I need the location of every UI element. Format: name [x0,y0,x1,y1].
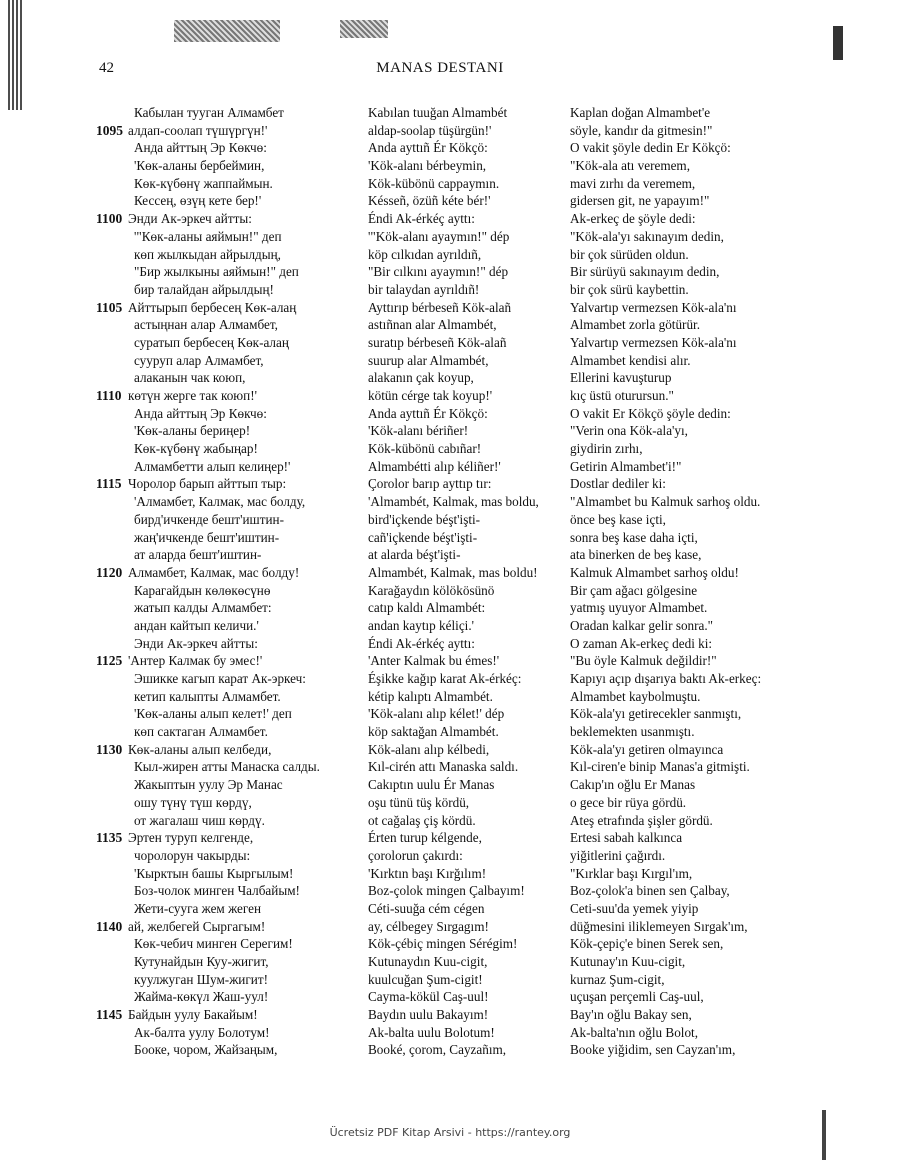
verse-text: Ак-балта уулу Болотум! [134,1024,270,1040]
verse-text: көтүн жерге так коюп!' [128,388,257,403]
kyrgyz-verse-line [96,865,358,883]
turkish-verse-line: Kök-ala'yı getiren olmayınca [570,741,724,757]
kyrgyz-verse-line [96,246,358,264]
kyrgyz-verse-line [96,794,358,812]
turkish-verse-line: Kök-çepiç'e binen Serek sen, [570,936,724,952]
verse-text: Карагайдын көлөкөсүнө [134,582,271,598]
turkish-verse-line: "Bu öyle Kalmuk değildir!" [570,653,717,669]
turkish-verse-line: Dostlar dediler ki: [570,476,666,492]
turkish-verse-line: yiğitlerini çağırdı. [570,847,666,863]
turkish-verse-line: "Kök-ala atı veremem, [570,158,690,174]
verse-text: Жакыптын уулу Эр Манас [134,777,283,793]
verse-number: 1145 [96,1007,123,1023]
turkish-verse-line: Bir sürüyü sakınayım dedin, [570,264,720,280]
kyrgyz-verse-line [96,918,358,936]
latin-verse-line: 'Kırktın başı Kırğılım! [368,865,487,881]
scan-artifact-left [8,0,22,110]
latin-verse-line: ay, célbegey Sırgagım! [368,918,489,934]
latin-verse-line: 'Kök-alanı bérbeymin, [368,158,487,174]
verse-text: алаканын чак коюп, [134,370,246,386]
verse-text: Көк-күбөнү жаппаймын. [134,175,273,191]
verse-text: жаң'ичкенде бешт'иштин- [134,529,280,545]
verse-text: 'Көк-аланы алып келет!' деп [134,706,292,722]
verse-text: Жайма-көкүл Жаш-уул! [134,989,269,1005]
turkish-verse-line: Kutunay'ın Kuu-cigit, [570,954,686,969]
turkish-verse-line: gidersen git, ne yapayım!" [570,193,710,209]
verse-text: Энди Ак-эркеч айтты: [128,211,252,227]
turkish-verse-line: kurnaz Şum-cigit, [570,971,665,987]
kyrgyz-verse-line [96,210,358,228]
verse-text: Кутунайдын Куу-жигит, [134,954,269,969]
verse-text: куулжуган Шум-жигит! [134,971,268,987]
turkish-verse-line: o gece bir rüya gördü. [570,794,687,810]
verse-text: Көк-аланы алып келбеди, [128,741,272,757]
latin-verse-line: astıñnan alar Almambét, [368,317,497,333]
latin-verse-line: Boz-çolok mingen Çalbayım! [368,883,525,899]
turkish-verse-line: Kıl-ciren'e binip Manas'a gitmişti. [570,759,750,775]
verse-text: "Бир жылкыны аяймын!" деп [134,264,299,280]
verse-text: бирд'ичкенде бешт'иштин- [134,511,284,527]
latin-verse-line: Anda ayttıñ Ér Kökçö: [368,140,488,156]
latin-verse-line: kétip kalıptı Almambét. [368,688,493,704]
kyrgyz-verse-line [96,971,358,989]
kyrgyz-verse-line [96,1006,358,1024]
turkish-verse-line: Ateş etrafında şişler gördü. [570,812,713,828]
verse-text: көп жылкыдан айрылдың, [134,246,281,262]
kyrgyz-verse-line [96,758,358,776]
turkish-verse-line: "Verin ona Kök-ala'yı, [570,423,688,439]
page-number: 42 [99,60,114,76]
latin-verse-line: Almambét, Kalmak, mas boldu! [368,564,538,580]
verse-text: Кыл-жирен атты Манаска салды. [134,759,320,775]
latin-verse-line: Cakıptın uulu Ér Manas [368,777,495,793]
verse-text: Бооке, чором, Жайзаңым, [134,1042,278,1058]
kyrgyz-column [96,104,358,1059]
latin-verse-line: alakanın çak koyup, [368,370,474,386]
kyrgyz-verse-line [96,493,358,511]
latin-verse-line: Kıl-cirén attı Manaska saldı. [368,759,519,775]
latin-verse-line: aldap-soolap tüşürgün!' [368,122,492,138]
verse-text: Байдын уулу Бакайым! [128,1007,258,1023]
verse-text: 'Антер Калмак бу эмес!' [128,653,263,669]
verse-number: 1095 [96,122,123,138]
turkish-verse-line: "Almambet bu Kalmuk sarhoş oldu. [570,494,761,510]
verse-text: ай, желбегей Сыргагым! [128,918,266,934]
turkish-verse-line: Yalvartıp vermezsen Kök-ala'nı [570,299,737,315]
latin-verse-line: andan kaytıp kéliçi.' [368,617,475,633]
latin-verse-line: Çorolor barıp ayttıp tır: [368,476,492,492]
latin-verse-line: 'Almambét, Kalmak, mas boldu, [368,494,539,510]
kyrgyz-verse-line [96,617,358,635]
kyrgyz-verse-line [96,829,358,847]
verse-number: 1125 [96,653,123,669]
turkish-translation-column [570,104,800,1059]
latin-verse-line: Céti-suuğa cém cégen [368,900,485,916]
verse-text: 'Алмамбет, Калмак, мас болду, [134,494,306,510]
latin-verse-line: catıp kaldı Almambét: [368,600,486,616]
latin-verse-line: 'Kök-alanı alıp kélet!' dép [368,706,505,722]
page-title: MANAS DESTANI [376,60,504,76]
kyrgyz-verse-line [96,122,358,140]
kyrgyz-verse-line [96,599,358,617]
verse-text: Боз-чолок минген Чалбайым! [134,883,300,899]
turkish-verse-line: "Kök-ala'yı sakınayım dedin, [570,228,724,244]
turkish-verse-line: bir çok sürüden oldun. [570,246,689,262]
latin-verse-line: Kutunaydın Kuu-cigit, [368,954,488,969]
verse-text: андан кайтып келичи.' [134,617,259,633]
kyrgyz-verse-line [96,299,358,317]
verse-text: сууруп алар Алмамбет, [134,352,264,368]
latin-verse-line: kuulcuğan Şum-cigit! [368,971,483,987]
latin-verse-line: Anda ayttıñ Ér Kökçö: [368,405,488,421]
kyrgyz-verse-line [96,228,358,246]
kyrgyz-verse-line [96,475,358,493]
verse-text: Чоролор барып айттып тыр: [128,476,287,492]
kyrgyz-verse-line [96,723,358,741]
turkish-verse-line: Almambet kaybolmuştu. [570,688,701,704]
turkish-verse-line: Ak-balta'nın oğlu Bolot, [570,1024,699,1040]
latin-verse-line: suurup alar Almambét, [368,352,489,368]
kyrgyz-verse-line [96,369,358,387]
verse-number: 1115 [96,476,122,492]
kyrgyz-verse-line [96,104,358,122]
turkish-verse-line: Ertesi sabah kalkınca [570,830,683,846]
latin-verse-line: köp saktağan Almambét. [368,724,499,740]
turkish-verse-line: Bir çam ağacı gölgesine [570,582,698,598]
verse-text: Көк-чебич минген Серегим! [134,936,293,952]
turkish-verse-line: söyle, kandır da gitmesin!" [570,122,713,138]
kyrgyz-verse-line [96,316,358,334]
kyrgyz-verse-line [96,741,358,759]
latin-verse-line: Kök-çébiç mingen Sérégim! [368,936,518,952]
latin-verse-line: bir talaydan ayrıldıñ! [368,281,480,297]
kyrgyz-verse-line [96,688,358,706]
turkish-verse-line: sonra beş kase daha içti, [570,529,698,545]
latin-verse-line: '"Kök-alanı ayaymın!" dép [368,228,510,244]
verse-text: 'Кырктын башы Кыргылым! [134,865,294,881]
turkish-verse-line: giydirin zırhı, [570,441,643,457]
footer-note: Ücretsiz PDF Kitap Arsivi - https://rantey.org [329,1126,571,1139]
verse-text: 'Көк-аланы бербеймин, [134,158,265,174]
verse-text: Кессең, өзүң кете бер!' [134,193,262,209]
turkish-verse-line: Kök-ala'yı getirecekler sanmıştı, [570,706,742,722]
latin-verse-line: Kök-alanı alıp kélbedi, [368,741,490,757]
kyrgyz-verse-line [96,988,358,1006]
turkish-verse-line: Oradan kalkar gelir sonra." [570,617,714,633]
latin-verse-line: Érten turup kélgende, [368,830,482,846]
kyrgyz-verse-line [96,387,358,405]
verse-text: Кабылан тууган Алмамбет [134,105,284,120]
turkish-verse-line: O vakit Er Kökçö şöyle dedin: [570,405,731,421]
latin-verse-line: Éşikke kağıp karat Ak-érkéç: [368,671,522,686]
kyrgyz-verse-line [96,263,358,281]
turkish-verse-line: Getirin Almambet'i!" [570,458,682,474]
latin-verse-line: Éndi Ak-érkéç ayttı: [368,211,475,227]
verse-text: '"Көк-аланы аяймын!" деп [134,228,282,244]
latin-verse-line: köp cılkıdan ayrıldıñ, [368,246,482,262]
latin-verse-line: Almambétti alıp kéliñer!' [368,458,501,474]
latin-verse-line: Késseñ, özüñ kéte bér!' [368,193,491,209]
verse-text: Анда айттың Эр Көкчө: [134,140,267,156]
verse-number: 1130 [96,741,123,757]
turkish-verse-line: Ellerini kavuşturup [570,370,672,386]
kyrgyz-verse-line [96,281,358,299]
verse-text: жатып калды Алмамбет: [134,600,272,616]
scan-artifact-top-left [174,20,280,42]
latin-verse-line: kötün cérge tak koyup!' [368,388,493,403]
latin-verse-line: oşu tünü tüş kördü, [368,794,470,810]
kyrgyz-verse-line [96,405,358,423]
kyrgyz-verse-line [96,564,358,582]
verse-text: Алмамбетти алып келиңер!' [134,458,291,474]
turkish-verse-line: Almambet kendisi alır. [570,352,691,368]
turkish-verse-line: Boz-çolok'a binen sen Çalbay, [570,883,730,899]
kyrgyz-verse-line [96,812,358,830]
kyrgyz-verse-line [96,192,358,210]
turkish-verse-line: Almambet zorla götürür. [570,317,701,333]
latin-verse-line: Kabılan tuuğan Almambét [368,105,508,120]
turkish-verse-line: mavi zırhı da veremem, [570,175,696,191]
latin-verse-line: Cayma-kökül Caş-uul! [368,989,489,1005]
kyrgyz-verse-line [96,1041,358,1059]
latin-verse-line: Éndi Ak-érkéç ayttı: [368,635,475,651]
verse-text: чоролорун чакырды: [134,847,251,863]
latin-verse-line: Kök-kübönü cappaymın. [368,175,500,191]
kyrgyz-verse-line [96,546,358,564]
turkish-verse-line: Kalmuk Almambet sarhoş oldu! [570,564,739,580]
verse-text: Энди Ак-эркеч айтты: [134,635,258,651]
verse-text: алдап-соолап түшүргүн!' [128,122,268,138]
verse-number: 1140 [96,918,123,934]
turkish-verse-line: "Kırklar başı Kırgıl'ım, [570,865,693,881]
kyrgyz-verse-line [96,1024,358,1042]
latin-verse-line: Kök-kübönü cabıñar! [368,441,482,457]
latin-verse-line: "Bir cılkını ayaymın!" dép [368,264,509,280]
latin-verse-line: 'Kök-alanı bériñer! [368,423,469,439]
verse-text: бир талайдан айрылдың! [134,281,274,297]
verse-text: Анда айттың Эр Көкчө: [134,405,267,421]
turkish-verse-line: uçuşan perçemli Caş-uul, [570,989,704,1005]
latin-verse-line: ot cağalaş çiş kördü. [368,812,476,828]
kyrgyz-verse-line [96,670,358,688]
turkish-verse-line: Yalvartıp vermezsen Kök-ala'nı [570,334,737,350]
latin-verse-line: cañ'içkende béşt'işti- [368,529,478,545]
turkish-verse-line: yatmış uyuyor Almambet. [570,600,708,616]
verse-text: Эшикке кагып карат Ак-эркеч: [134,671,306,686]
verse-text: Көк-күбөнү жабыңар! [134,441,258,457]
latin-verse-line: Booké, çorom, Cayzañım, [368,1042,507,1058]
turkish-verse-line: Booke yiğidim, sen Cayzan'ım, [570,1042,736,1058]
latin-verse-line: Ak-balta uulu Bolotum! [368,1024,495,1040]
verse-text: Эртен туруп келгенде, [128,830,254,846]
kyrgyz-verse-line [96,334,358,352]
latin-verse-line: Karağaydın kölökösünö [368,582,495,598]
kyrgyz-verse-line [96,511,358,529]
turkish-verse-line: önce beş kase içti, [570,511,666,527]
latin-verse-line: Ayttırıp bérbeseñ Kök-alañ [368,299,512,315]
verse-text: кетип калыпты Алмамбет. [134,688,281,704]
latin-verse-line: çorolorun çakırdı: [368,847,463,863]
verse-number: 1105 [96,299,123,315]
verse-text: астыңнан алар Алмамбет, [134,317,278,333]
turkish-verse-line: O vakit şöyle dedin Er Kökçö: [570,140,731,156]
latin-verse-line: bird'içkende béşt'işti- [368,511,481,527]
verse-text: Алмамбет, Калмак, мас болду! [128,564,300,580]
kyrgyz-verse-line [96,458,358,476]
kyrgyz-verse-line [96,652,358,670]
turkish-verse-line: bir çok sürü kaybettin. [570,281,689,297]
latin-transcription-column [368,104,568,1059]
verse-number: 1120 [96,564,123,580]
latin-verse-line: Baydın uulu Bakayım! [368,1007,489,1023]
turkish-verse-line: Bay'ın oğlu Bakay sen, [570,1007,692,1023]
verse-text: ошу түнү түш көрдү, [134,794,252,810]
scan-artifact-right [833,26,843,60]
verse-text: ат аларда бешт'иштин- [134,547,262,563]
kyrgyz-verse-line [96,705,358,723]
kyrgyz-verse-line [96,352,358,370]
turkish-verse-line: Ceti-suu'da yemek yiyip [570,900,699,916]
turkish-verse-line: Ak-erkeç de şöyle dedi: [570,211,696,227]
kyrgyz-verse-line [96,900,358,918]
turkish-verse-line: beklemekten usanmıştı. [570,724,695,740]
kyrgyz-verse-line [96,582,358,600]
turkish-verse-line: ata binerken de beş kase, [570,547,702,563]
verse-number: 1100 [96,211,123,227]
turkish-verse-line: kıç üstü oturursun." [570,388,674,403]
kyrgyz-verse-line [96,175,358,193]
kyrgyz-verse-line [96,953,358,971]
verse-number: 1135 [96,830,123,846]
latin-verse-line: 'Anter Kalmak bu émes!' [368,653,500,669]
kyrgyz-verse-line [96,529,358,547]
verse-number: 1110 [96,388,122,403]
scan-artifact-top-center [340,20,388,38]
kyrgyz-verse-line [96,776,358,794]
latin-verse-line: suratıp bérbeseñ Kök-alañ [368,334,507,350]
turkish-verse-line: Cakıp'ın oğlu Er Manas [570,777,696,793]
kyrgyz-verse-line [96,935,358,953]
kyrgyz-verse-line [96,139,358,157]
kyrgyz-verse-line [96,882,358,900]
turkish-verse-line: düğmesini iliklemeyen Sırgak'ım, [570,918,748,934]
verse-text: Жети-сууга жем жеген [134,900,262,916]
verse-text: Айттырып бербесең Көк-алаң [128,299,297,315]
verse-text: от жагалаш чиш көрдү. [134,812,265,828]
verse-text: 'Көк-аланы бериңер! [134,423,251,439]
verse-text: көп сактаган Алмамбет. [134,724,268,740]
latin-verse-line: at alarda béşt'işti- [368,547,461,563]
kyrgyz-verse-line [96,847,358,865]
turkish-verse-line: Kaplan doğan Almambet'e [570,105,711,120]
kyrgyz-verse-line [96,422,358,440]
turkish-verse-line: Kapıyı açıp dışarıya baktı Ak-erkeç: [570,671,762,686]
kyrgyz-verse-line [96,440,358,458]
kyrgyz-verse-line [96,635,358,653]
verse-text: суратып бербесең Көк-алаң [134,334,289,350]
turkish-verse-line: O zaman Ak-erkeç dedi ki: [570,635,713,651]
kyrgyz-verse-line [96,157,358,175]
